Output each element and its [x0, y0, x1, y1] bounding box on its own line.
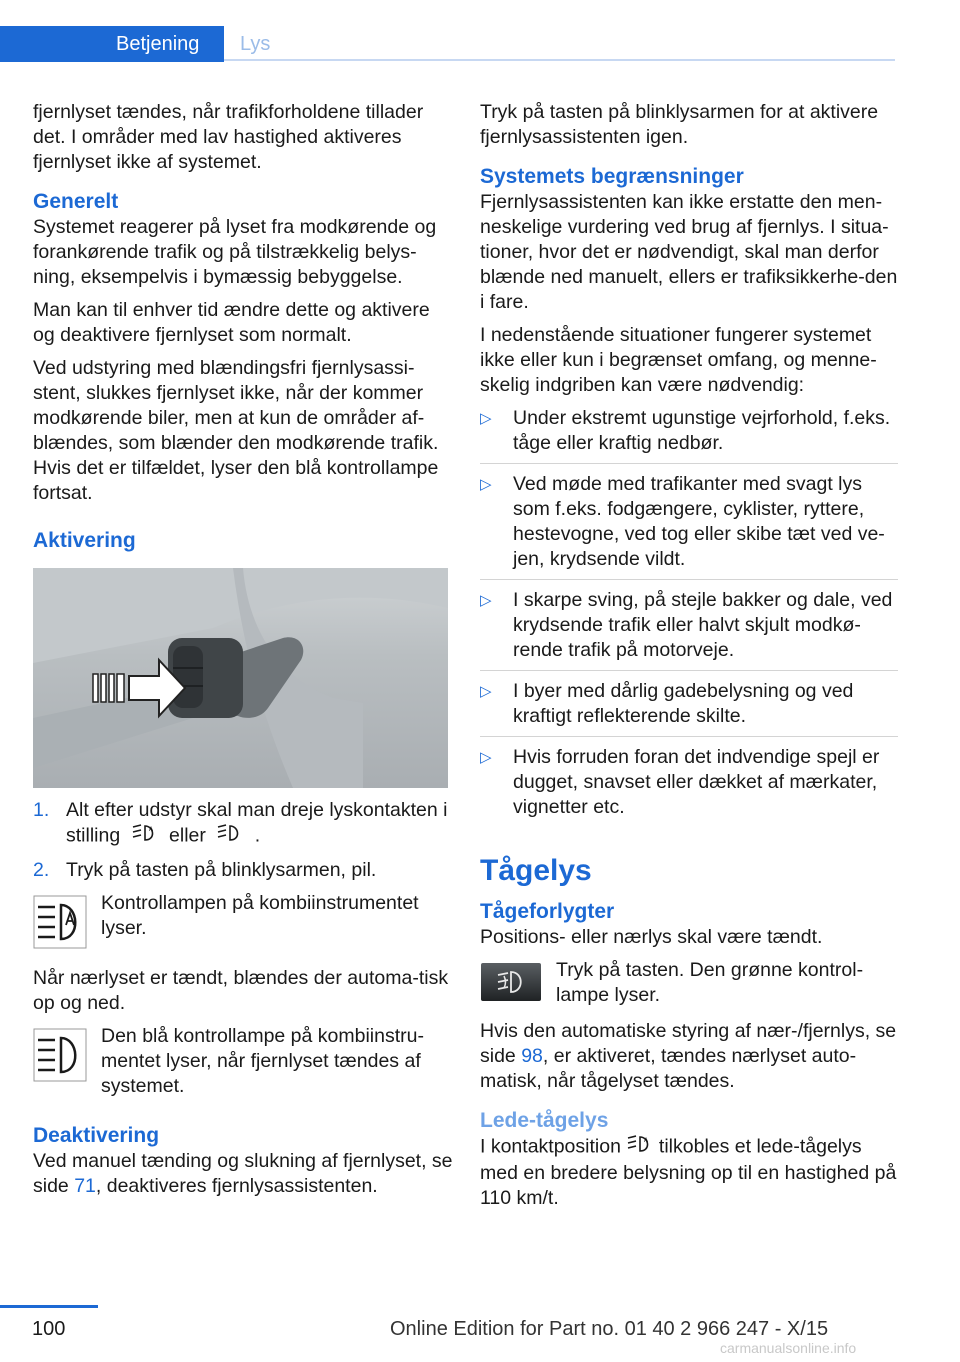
naerlys-paragraph: Når nærlyset er tændt, blændes der automa-tisk op og ned. [33, 967, 449, 1014]
fog-button-row [480, 958, 898, 1009]
right-intro-paragraph: Tryk på tasten på blinklysarmen for at aktivere fjernlysassistenten igen. [480, 101, 879, 148]
deaktivering-paragraph: Ved manuel tænding og slukning af fjernlyset, se side 71, deaktiveres fjernlysassistenten. [33, 1150, 453, 1197]
fog-light-button-icon [480, 962, 542, 1009]
step-number: 1. [33, 799, 50, 821]
edition-text: Online Edition for Part no. 01 40 2 966 247 - X/15 [390, 1318, 829, 1340]
tab-lys[interactable]: Lys [240, 33, 271, 55]
tab-betjening[interactable]: Betjening [0, 26, 224, 62]
heading-lede-taagelys: Lede-tågelys [480, 1109, 609, 1132]
high-beam-indicator-icon [33, 1028, 87, 1089]
left-column [33, 100, 453, 1207]
indicator-row-2 [33, 1024, 453, 1099]
begraens-paragraph-2: I nedenstående situationer fungerer systemet ikke eller kun i begrænset omfang, og menne-skelig indgriben kan være nødvendig: [480, 324, 877, 396]
begraens-paragraph-1: Fjernlysassistenten kan ikke erstatte den men-neskelige vurdering ved brug af fjernlys. I situa-tioner, hvor det er nødvendigt, skal man derfor blænde ned manuelt, ellers er trafiksikkerhe-den i fare. [480, 191, 898, 313]
footer-rule [0, 1305, 98, 1308]
watermark: carmanualsonline.info [720, 1340, 857, 1356]
auto-paragraph: Hvis den automatiske styring af nær-/fjernlys, se side 98, er aktiveret, tændes nærlyset auto-matisk, når tågelyset tændes. [480, 1020, 897, 1092]
step-1: 1. Alt efter udstyr skal man dreje lyskontakten i stilling A eller . [33, 798, 453, 850]
low-beam-icon [217, 823, 243, 850]
intro-paragraph: fjernlyset tændes, når trafikforholdene tillader det. I områder med lav hastighed aktiveres fjernlyset ikke af systemet. [33, 101, 424, 173]
heading-deaktivering: Deaktivering [33, 1124, 160, 1147]
heading-generelt: Generelt [33, 190, 119, 213]
limitation-list [480, 406, 898, 827]
list-item: ▷ Hvis forruden foran det indvendige spejl er dugget, snavset eller dækket af mærkater, vignetter etc. [480, 746, 880, 818]
high-beam-assist-indicator-icon [33, 895, 87, 956]
turn-signal-lever-photo [33, 568, 448, 788]
heading-taageforlygter: Tågeforlygter [480, 900, 615, 923]
header-rule [224, 59, 895, 61]
generelt-paragraph-3: Ved udstyring med blændingsfri fjernlysassi-stent, slukkes fjernlyset ikke, når der kommer modkørende biler, men at kun de områder af-blændes, som blænder den modkørende trafik. Hvis det er tilfældet, lyser den blå kontrollampe fortsat. [33, 357, 439, 504]
list-item: ▷ Under ekstremt ugunstige vejrforhold, f.eks. tåge eller kraftig nedbør. [480, 406, 898, 464]
svg-text:A: A [643, 1138, 648, 1144]
indicator-text-2: Den blå kontrollampe på kombiinstru-mentet lyser, når fjernlyset tændes af systemet. [101, 1025, 424, 1097]
list-item: ▷ Ved møde med trafikanter med svagt lys som f.eks. fodgængere, cyklister, ryttere, hestevogne, ved tog eller skibe tæt ved ve-jen, krydsende vildt. [480, 472, 898, 580]
bullet-triangle-icon: ▷ [480, 476, 492, 493]
page-number: 100 [32, 1318, 66, 1340]
page-link-98[interactable]: 98 [521, 1045, 543, 1067]
indicator-row-1 [33, 891, 453, 956]
step-number: 2. [33, 859, 50, 881]
list-item: ▷ I byer med dårlig gadebelysning og ved kraftigt reflekterende skilte. [480, 679, 898, 737]
page-link-71[interactable]: 71 [74, 1175, 96, 1197]
fog-button-text: Tryk på tasten. Den grønne kontrol-lampe lyser. [556, 959, 864, 1006]
indicator-text-1: Kontrollampen på kombiinstrumentet lyser. [101, 892, 419, 939]
auto-headlight-icon [132, 823, 158, 850]
heading-aktivering: Aktivering [33, 529, 136, 552]
list-item: ▷ I skarpe sving, på stejle bakker og dale, ved krydsende trafik eller halvt skjult modkø-rende trafik på motorveje. [480, 588, 898, 671]
bullet-triangle-icon: ▷ [480, 592, 492, 609]
bullet-triangle-icon: ▷ [480, 749, 492, 766]
taage-paragraph-1: Positions- eller nærlys skal være tændt. [480, 926, 823, 948]
bullet-triangle-icon: ▷ [480, 683, 492, 700]
activation-steps [33, 798, 453, 883]
heading-taagelys: Tågelys [480, 854, 592, 887]
bullet-triangle-icon: ▷ [480, 410, 492, 427]
generelt-paragraph-1: Systemet reagerer på lyset fra modkørende og forankørende trafik og på tilstrækkelig belys-ning, eksempelvis i bymæssig bebyggelse. [33, 216, 437, 288]
generelt-paragraph-2: Man kan til enhver tid ændre dette og aktivere og deaktivere fjernlyset som normalt. [33, 299, 430, 346]
lede-paragraph: I kontaktposition A tilkobles et lede-tågelys med en bredere belysning op til en hastighed på 110 km/t. [480, 1135, 897, 1209]
chapter-tabs [0, 0, 895, 62]
heading-begraensninger: Systemets begrænsninger [480, 165, 744, 188]
auto-headlight-icon [627, 1134, 653, 1161]
step-2: 2. Tryk på tasten på blinklysarmen, pil. [33, 859, 377, 881]
svg-text:A: A [148, 827, 153, 833]
right-column [480, 100, 898, 1219]
